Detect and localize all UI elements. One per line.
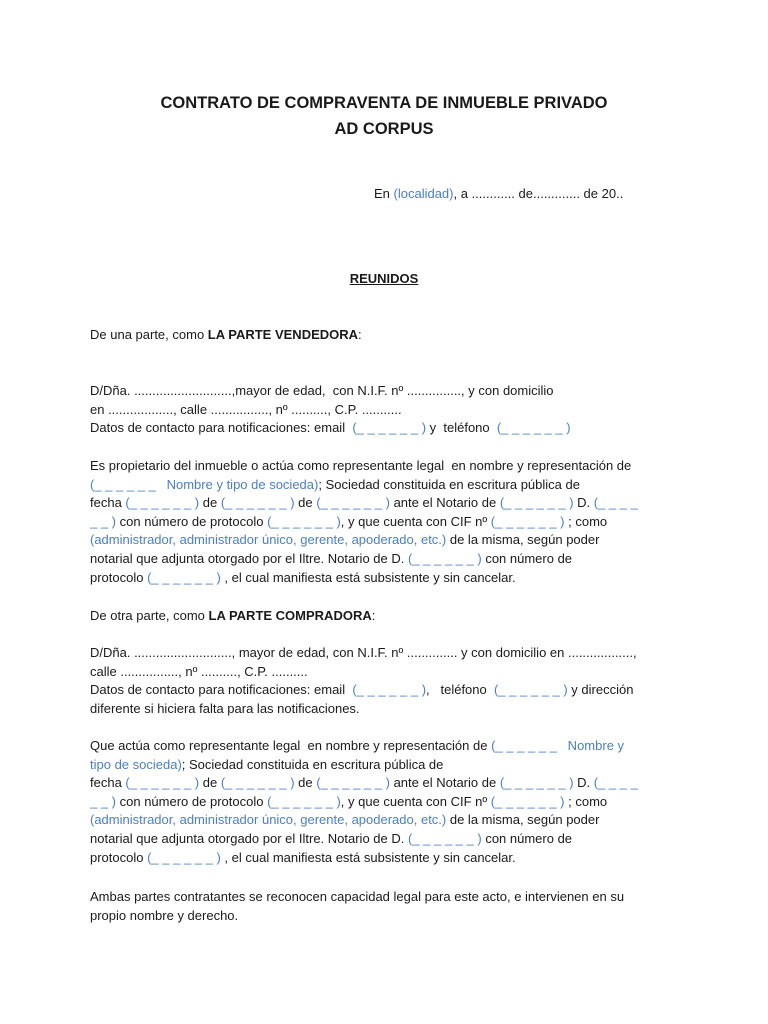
text-run: de la misma, según poder [446,812,600,828]
text-run: notarial que adjunta otorgado por el Iltre. Notario de D. [90,550,408,566]
text-line [90,907,690,926]
text-run: en .................., calle ................, nº .........., C.P. ........... [90,401,402,417]
text-run: protocolo [90,569,148,585]
text-run: , y que cuenta con CIF nº [340,793,491,809]
capacity-statement [90,888,690,925]
text-run: ante el Notario de [389,495,500,511]
text-run: con número de protocolo [116,793,268,809]
text-run: fecha [90,495,126,511]
text-run: De una parte, como [90,327,208,342]
placeholder-field: (_ _ _ _ _ _ ) [496,420,571,436]
placeholder-field: (_ _ _ _ _ _ ) [267,513,341,529]
placeholder-field: (_ _ _ _ _ _ ) [499,495,574,511]
text-run: ante el Notario de [389,775,500,791]
title-line-1: CONTRATO DE COMPRAVENTA DE INMUEBLE PRIVADO [160,94,608,112]
place-date-line [374,185,694,204]
text-line [90,888,690,907]
party-label: LA PARTE COMPRADORA [208,608,372,623]
text-line [90,607,690,626]
text-line [90,569,690,588]
seller-company-representation [90,457,690,587]
text-run: de [199,495,221,511]
text-run: de [294,775,317,791]
text-run: calle ................, nº .........., C.P. .......... [90,663,308,679]
text-run: , y que cuenta con CIF nº [340,513,491,529]
text-line [90,756,690,775]
text-line [90,737,690,756]
placeholder-field: tipo de socieda) [90,756,182,772]
placeholder-field: (_ _ _ _ _ _ ) [407,830,482,846]
text-line [90,849,690,868]
text-run: , el cual manifiesta está subsistente y sin cancelar. [220,849,516,865]
text-run: y dirección [567,682,634,698]
text-run: fecha [90,775,126,791]
text-line [90,401,690,420]
text-run: propio nombre y derecho. [90,907,239,923]
placeholder-field: (_ _ _ _ _ _ ) [316,495,390,511]
placeholder-field: _ _ ) [90,513,117,529]
party-label: LA PARTE VENDEDORA [207,327,359,342]
placeholder-field: (_ _ _ _ _ _ ) [352,682,427,698]
text-run: con número de [481,830,573,846]
placeholder-field: (_ _ _ _ _ _ ) [407,550,482,566]
text-line [90,476,690,495]
buyer-company-representation [90,737,690,867]
text-run: Es propietario del inmueble o actúa como representante legal en nombre y representación de [90,458,632,473]
text-run: D. [573,775,594,791]
text-run: protocolo [90,849,148,865]
text-run: de la misma, según poder [446,532,600,548]
text-line [90,494,690,513]
text-run: Ambas partes contratantes se reconocen capacidad legal para este acto, e intervienen en su [90,889,625,904]
placeholder-field: (_ _ _ _ _ _ Nombre y tipo de socieda) [90,476,319,492]
text-run: ; Sociedad constituida en escritura pública de [181,756,444,772]
text-run: y teléfono [426,420,497,436]
text-line [90,550,690,569]
text-run: : [358,327,362,342]
text-run: de [294,495,317,511]
text-run: Datos de contacto para notificaciones: email [90,420,353,436]
text-run: Que actúa como representante legal en nombre y representación de [90,738,492,753]
text-run: En [374,186,394,201]
text-line [90,382,690,401]
text-line [90,700,690,719]
text-run: de [199,775,221,791]
placeholder-field: (_ _ _ _ _ _ ) [499,775,574,791]
text-line [90,811,690,830]
document-title [0,90,768,142]
text-run: , teléfono [426,682,494,698]
buyer-personal-data [90,644,690,718]
placeholder-field: _ _ ) [90,793,117,809]
title-line-2: AD CORPUS [334,120,434,138]
placeholder-field: (_ _ _ _ _ _ ) [490,513,565,529]
placeholder-field: (_ _ _ _ _ _ ) [125,495,200,511]
text-line [90,793,690,812]
placeholder-field: (localidad) [393,186,454,201]
placeholder-field: (_ _ _ _ _ _ Nombre y [491,738,625,753]
text-line [374,185,694,204]
placeholder-field: (_ _ _ _ _ _ ) [220,495,295,511]
buyer-intro [90,607,690,626]
placeholder-field: (_ _ _ _ _ _ ) [220,775,295,791]
text-run: , a ............ de............. de 20.. [453,186,624,201]
text-line [90,830,690,849]
text-line [90,419,690,438]
text-line [90,774,690,793]
text-run: diferente si hiciera falta para las notificaciones. [90,700,360,716]
section-heading-reunidos: REUNIDOS [349,271,419,286]
placeholder-field: (_ _ _ _ [593,775,638,791]
placeholder-field: (_ _ _ _ _ _ ) [493,682,568,698]
placeholder-field: (_ _ _ _ _ _ ) [147,569,221,585]
placeholder-field: (_ _ _ _ _ _ ) [316,775,390,791]
text-line [90,644,690,663]
text-run: con número de [481,550,573,566]
text-run: D. [573,495,594,511]
text-run: De otra parte, como [90,608,209,623]
placeholder-field: (_ _ _ _ _ _ ) [490,793,565,809]
text-line [90,531,690,550]
placeholder-field: (_ _ _ _ [593,495,638,511]
seller-intro [90,326,690,345]
text-run: : [371,608,376,623]
text-run: notarial que adjunta otorgado por el Iltre. Notario de D. [90,830,408,846]
text-run: D/Dña. ..........................., mayor de edad, con N.I.F. nº .............. y con domicilio en .................., [90,645,637,660]
placeholder-field: (_ _ _ _ _ _ ) [147,849,221,865]
seller-personal-data [90,382,690,438]
text-run: con número de protocolo [116,513,268,529]
placeholder-field: (administrador, administrador único, gerente, apoderado, etc.) [90,532,447,548]
text-line [90,663,690,682]
placeholder-field: (_ _ _ _ _ _ ) [352,420,427,436]
text-line [90,681,690,700]
text-line [90,457,690,476]
placeholder-field: (_ _ _ _ _ _ ) [267,793,341,809]
text-line [90,326,690,345]
placeholder-field: (administrador, administrador único, gerente, apoderado, etc.) [90,812,447,828]
text-run: ; Sociedad constituida en escritura pública de [318,476,580,492]
text-line [90,513,690,532]
text-run: ; como [564,793,608,809]
placeholder-field: (_ _ _ _ _ _ ) [125,775,200,791]
text-run: D/Dña. ...........................,mayor de edad, con N.I.F. nº ..............., y con domicilio [90,383,554,398]
text-run: Datos de contacto para notificaciones: email [90,682,353,698]
text-run: ; como [564,513,608,529]
text-run: , el cual manifiesta está subsistente y sin cancelar. [220,569,516,585]
